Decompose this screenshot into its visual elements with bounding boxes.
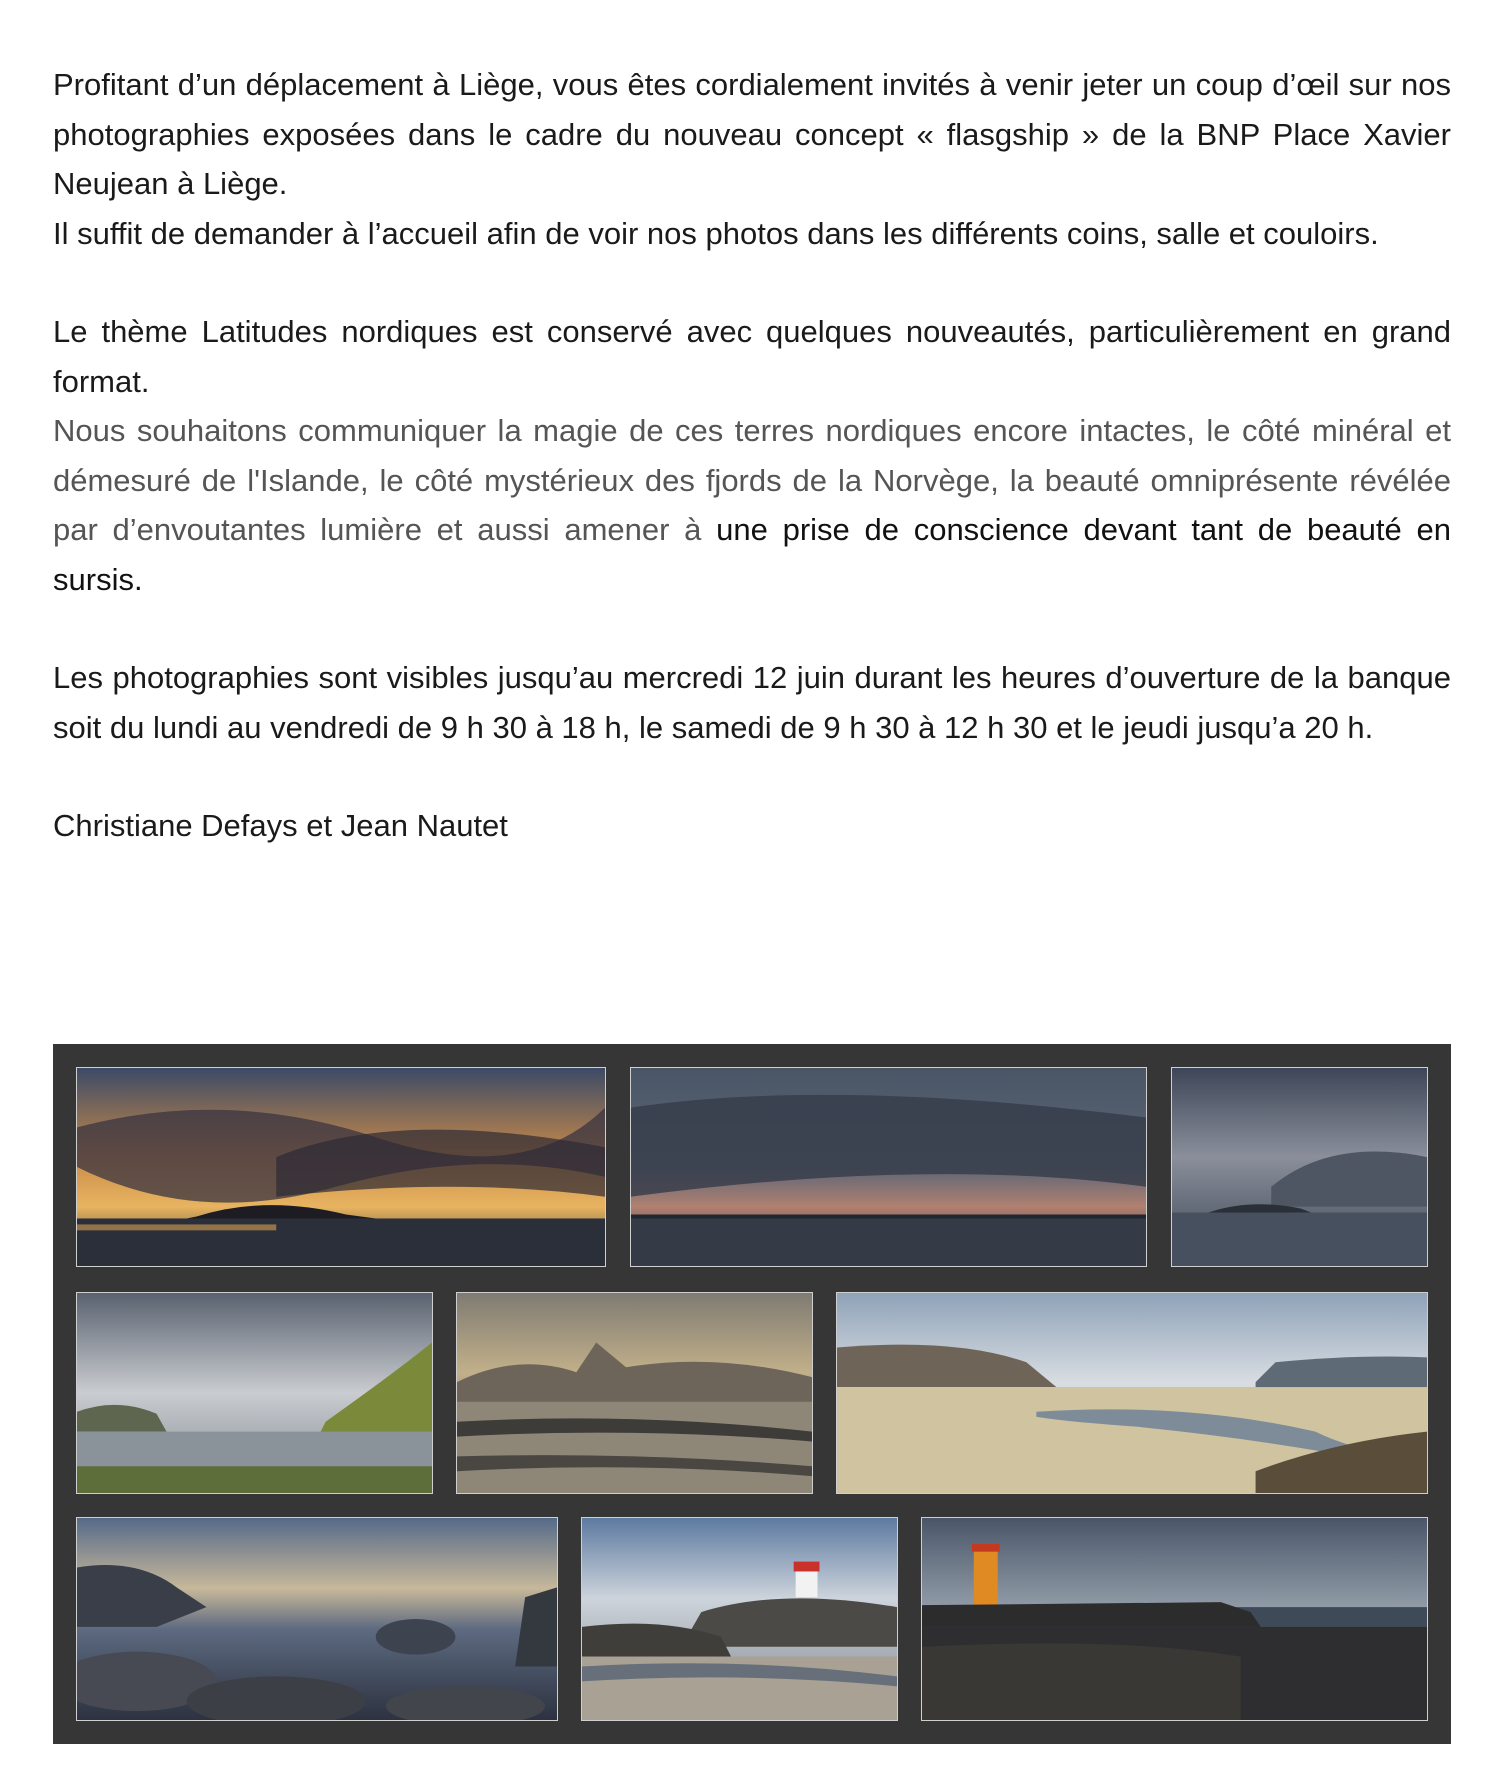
misty-fjord-photo	[1171, 1067, 1428, 1267]
paragraph-theme: Le thème Latitudes nordiques est conservé avec quelques nouveautés, particulièrement en grand format.	[53, 314, 1451, 399]
letter-text	[53, 60, 1451, 851]
beach-cliffs-photo	[836, 1292, 1428, 1494]
tidal-flats-mountains-photo	[456, 1292, 813, 1494]
paragraph-access: Il suffit de demander à l’accueil afin de voir nos photos dans les différents coins, salle et couloirs.	[53, 215, 1379, 251]
cloudy-dusk-seascape-photo	[630, 1067, 1147, 1267]
sunset-seascape-photo	[76, 1067, 606, 1267]
rocky-coast-photo	[76, 1517, 558, 1721]
mission-text-end: une prise de conscience devant tant de beauté en sursis.	[53, 512, 1451, 597]
paragraph-mission	[53, 406, 1451, 604]
paragraph-hours: Les photographies sont visibles jusqu’au mercredi 12 juin durant les heures d’ouverture de la banque soit du lundi au vendredi de 9 h 30 à 18 h, le samedi de 9 h 30 à 12 h 30 et le jeudi jusqu’a 20 h.	[53, 660, 1451, 745]
signature: Christiane Defays et Jean Nautet	[53, 808, 508, 843]
red-lighthouse-photo	[581, 1517, 898, 1721]
photo-gallery	[53, 1044, 1451, 1744]
mission-text: Nous souhaitons communiquer la magie de ces terres nordiques encore intactes, le côté minéral et démesuré de l'Islande, le côté mystérieux des fjords de la Norvège, la beauté omniprésente révélée par d’envoutantes lumière et aussi amener à	[53, 413, 1451, 547]
fjord-lake-photo	[76, 1292, 433, 1494]
paragraph-intro: Profitant d’un déplacement à Liège, vous êtes cordialement invités à venir jeter un coup d’œil sur nos photographies exposées dans le cadre du nouveau concept « flasgship » de la BNP Place Xavier Neujean à Liège.	[53, 67, 1451, 201]
orange-lighthouse-photo	[921, 1517, 1428, 1721]
